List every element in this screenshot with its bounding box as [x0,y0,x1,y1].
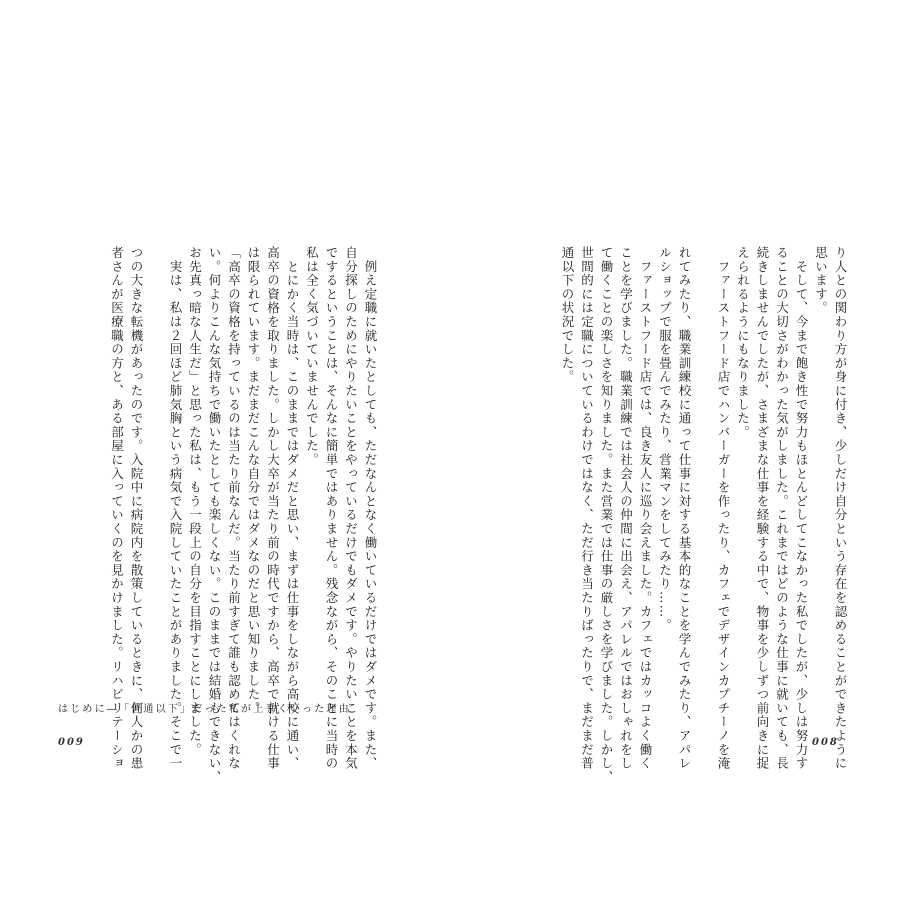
text-line: ファーストフード店では、良き友人に巡り会えました。カフェではカッコよく働く [638,246,653,771]
text-line: て働くことの楽しさを知りました。また営業では仕事の厳しさを学びました。しかし、 [599,246,614,785]
page-number-right: 008 [812,737,839,748]
text-line: 通以下の状況でした。 [560,246,575,384]
text-line: 例え定職に就いたとしても、ただなんとなく働いているだけではダメです。また、 [363,246,378,771]
text-line: 者さんが医療職の方と、ある部屋に入っていくのを見かけました。リハビリテーショ [109,246,125,771]
text-line: お先真っ暗な人生だ」と思った私は、もう一段上の自分を目指すことにしました。 [187,246,203,757]
text-line: ファーストフード店でハンバーガーを作ったり、カフェでデザインカプチーノを淹 [716,246,731,771]
text-line: つの大きな転機があったのです。入院中に病院内を散策しているときに、何人かの患 [129,246,144,771]
text-line: 思います。 [813,246,829,315]
text-line: とにかく当時は、このままではダメだと思い、まずは仕事をしながら高校に通い、 [285,246,300,771]
text-line: ルショップで服を畳んでみたり、営業マンをしてみたり……。 [657,246,673,633]
text-line: は限られています。まだまだこんな自分ではダメなのだと思い知りました。 [246,246,261,716]
text-line: 世間的には定職についているわけではなく、ただ行き当たりばったりで、まだまだ普 [579,246,595,771]
text-line: ることの大切さがわかった気がしました。これまではどのような仕事に就いても、長 [774,246,790,771]
text-line: 私は全く気づいていませんでした。 [304,246,320,467]
text-line: でするということは、そんなに簡単ではありません。残念ながら、そのことに当時の [324,246,339,771]
text-line: 自分探しのためにやりたいことをやっているだけでもダメです。やりたいことを本気 [343,246,359,771]
text-line: れてみたり、職業訓練校に通って仕事に対する基本的なことを学んでみたり、アパレ [677,246,692,771]
text-line: えられるようにもなりました。 [735,246,751,440]
text-line: い。何よりこんな気持ちで働いたとしても楽しくない。このままでは結婚もできない、 [207,246,222,785]
running-head: はじめに―「普通以下」だった私が上手くいった理由 [58,704,351,715]
text-line: 続きしませんでしたが、さまざまな仕事を経験する中で、物事を少しずつ前向きに捉 [755,246,770,771]
page-number-left: 009 [58,737,85,748]
text-line: 「高卒の資格を持っているのは当たり前なんだ。当たり前すぎて誰も認めてはくれな [226,246,242,771]
text-line: ことを学びました。職業訓練では社会人の仲間に出会え、アパレルではおしゃれをし [618,246,634,771]
text-line: そして、今まで飽き性で努力もほとんどしてこなかった私でしたが、少しは努力す [794,246,809,771]
text-line: 高卒の資格を取りました。しかし大卒が当たり前の時代ですから、高卒で就ける仕事 [265,246,281,771]
text-line: 実は、私は２回ほど肺気胸という病気で入院していたことがありました。そこで一 [168,246,183,771]
text-line: り人との関わり方が身に付き、少しだけ自分という存在を認めることができたように [833,246,848,771]
